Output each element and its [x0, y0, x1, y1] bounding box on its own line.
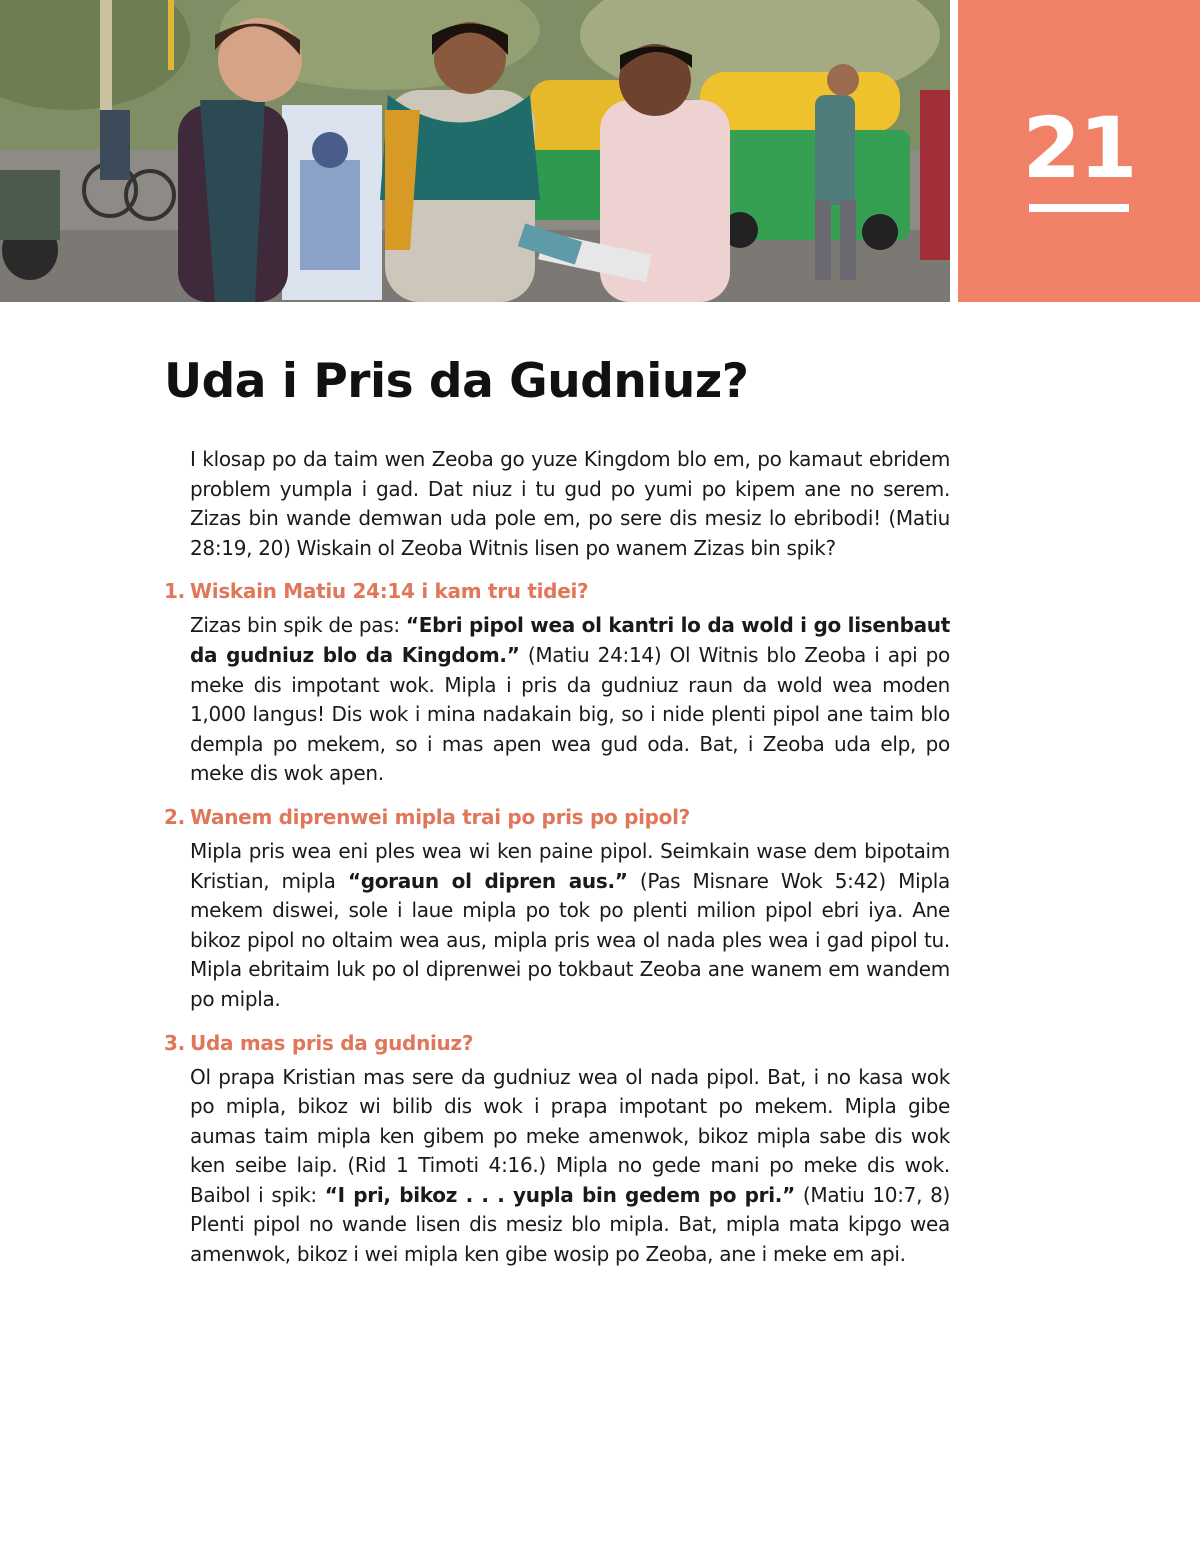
scripture-quote: “I pri, bikoz . . . yupla bin gedem po pri.” [324, 1182, 795, 1207]
lesson-number-block [958, 0, 1200, 302]
question-heading [164, 1029, 950, 1057]
section-1 [164, 577, 950, 789]
answer-text: Zizas bin spik de pas: [190, 613, 406, 638]
section-3 [164, 1029, 950, 1270]
answer-paragraph [190, 1063, 950, 1270]
header-photo [0, 0, 950, 302]
question-number: 1. [164, 579, 185, 604]
lesson-number-underline [1029, 204, 1129, 212]
page-title: Uda i Pris da Gudniuz? [164, 354, 749, 409]
intro-paragraph: I klosap po da taim wen Zeoba go yuze Kingdom blo em, po kamaut ebridem problem yumpla i gad. Dat niuz i tu gud po yumi po kipem ane no serem. Zizas bin wande demwan uda pole em, po sere dis mesiz lo ebribodi! (Matiu 28:19, 20) Wiskain ol Zeoba Witnis lisen po wanem Zizas bin spik? [190, 447, 950, 560]
answer-paragraph [190, 611, 950, 789]
question-text: Wiskain Matiu 24:14 i kam tru tidei? [190, 579, 589, 604]
lesson-content [164, 445, 950, 1270]
question-number: 2. [164, 804, 185, 829]
question-heading [164, 577, 950, 605]
street-scene-illustration [0, 0, 950, 302]
answer-text: (Matiu 10:7, 8) Plenti pipol no wande lisen dis mesiz blo mipla. Bat, mipla mata kipgo wea amenwok, bikoz i wei mipla ken gibe wosip po Zeoba, ane i meke em api. [190, 1182, 951, 1267]
question-text: Wanem diprenwei mipla trai po pris po pipol? [190, 804, 690, 829]
question-heading [164, 803, 950, 831]
question-text: Uda mas pris da gudniuz? [190, 1030, 474, 1055]
scripture-quote: “goraun ol dipren aus.” [347, 868, 628, 893]
answer-text: Mipla pris wea eni ples wea wi ken paine pipol. Seimkain wase dem bipotaim Kristian, mipla [190, 838, 950, 893]
answer-text: (Pas Misnare Wok 5:42) Mipla mekem diswei, sole i laue mipla po tok po plenti milion pipol ebri iya. Ane bikoz pipol no oltaim wea aus, mipla pris wea ol nada ples wea i gad pipol tu. Mipla ebritaim luk po ol diprenwei po tokbaut Zeoba ane wanem em wandem po mipla. [190, 868, 950, 1011]
answer-paragraph [190, 837, 950, 1015]
answer-text: (Matiu 24:14) Ol Witnis blo Zeoba i api po meke dis impotant wok. Mipla i pris da gudniuz raun da wold wea moden 1,000 langus! Dis wok i mina nadakain big, so i nide plenti pipol ane taim blo dempla po mekem, so i mas apen wea gud oda. Bat, i Zeoba uda elp, po meke dis wok apen. [190, 642, 950, 786]
section-2 [164, 803, 950, 1015]
question-number: 3. [164, 1030, 185, 1055]
answer-text: Ol prapa Kristian mas sere da gudniuz wea ol nada pipol. Bat, i no kasa wok po mipla, bikoz wi bilib dis wok i prapa impotant po mekem. Mipla gibe aumas taim mipla ken gibem po meke amenwok, bikoz mipla sabe dis wok ken seibe laip. (Rid 1 Timoti 4:16.) Mipla no gede mani po meke dis wok. Baibol i spik: [190, 1064, 950, 1207]
lesson-number: 21 [1022, 99, 1136, 197]
scripture-quote: “Ebri pipol wea ol kantri lo da wold i go lisenbaut da gudniuz blo da Kingdom.” [190, 613, 950, 667]
